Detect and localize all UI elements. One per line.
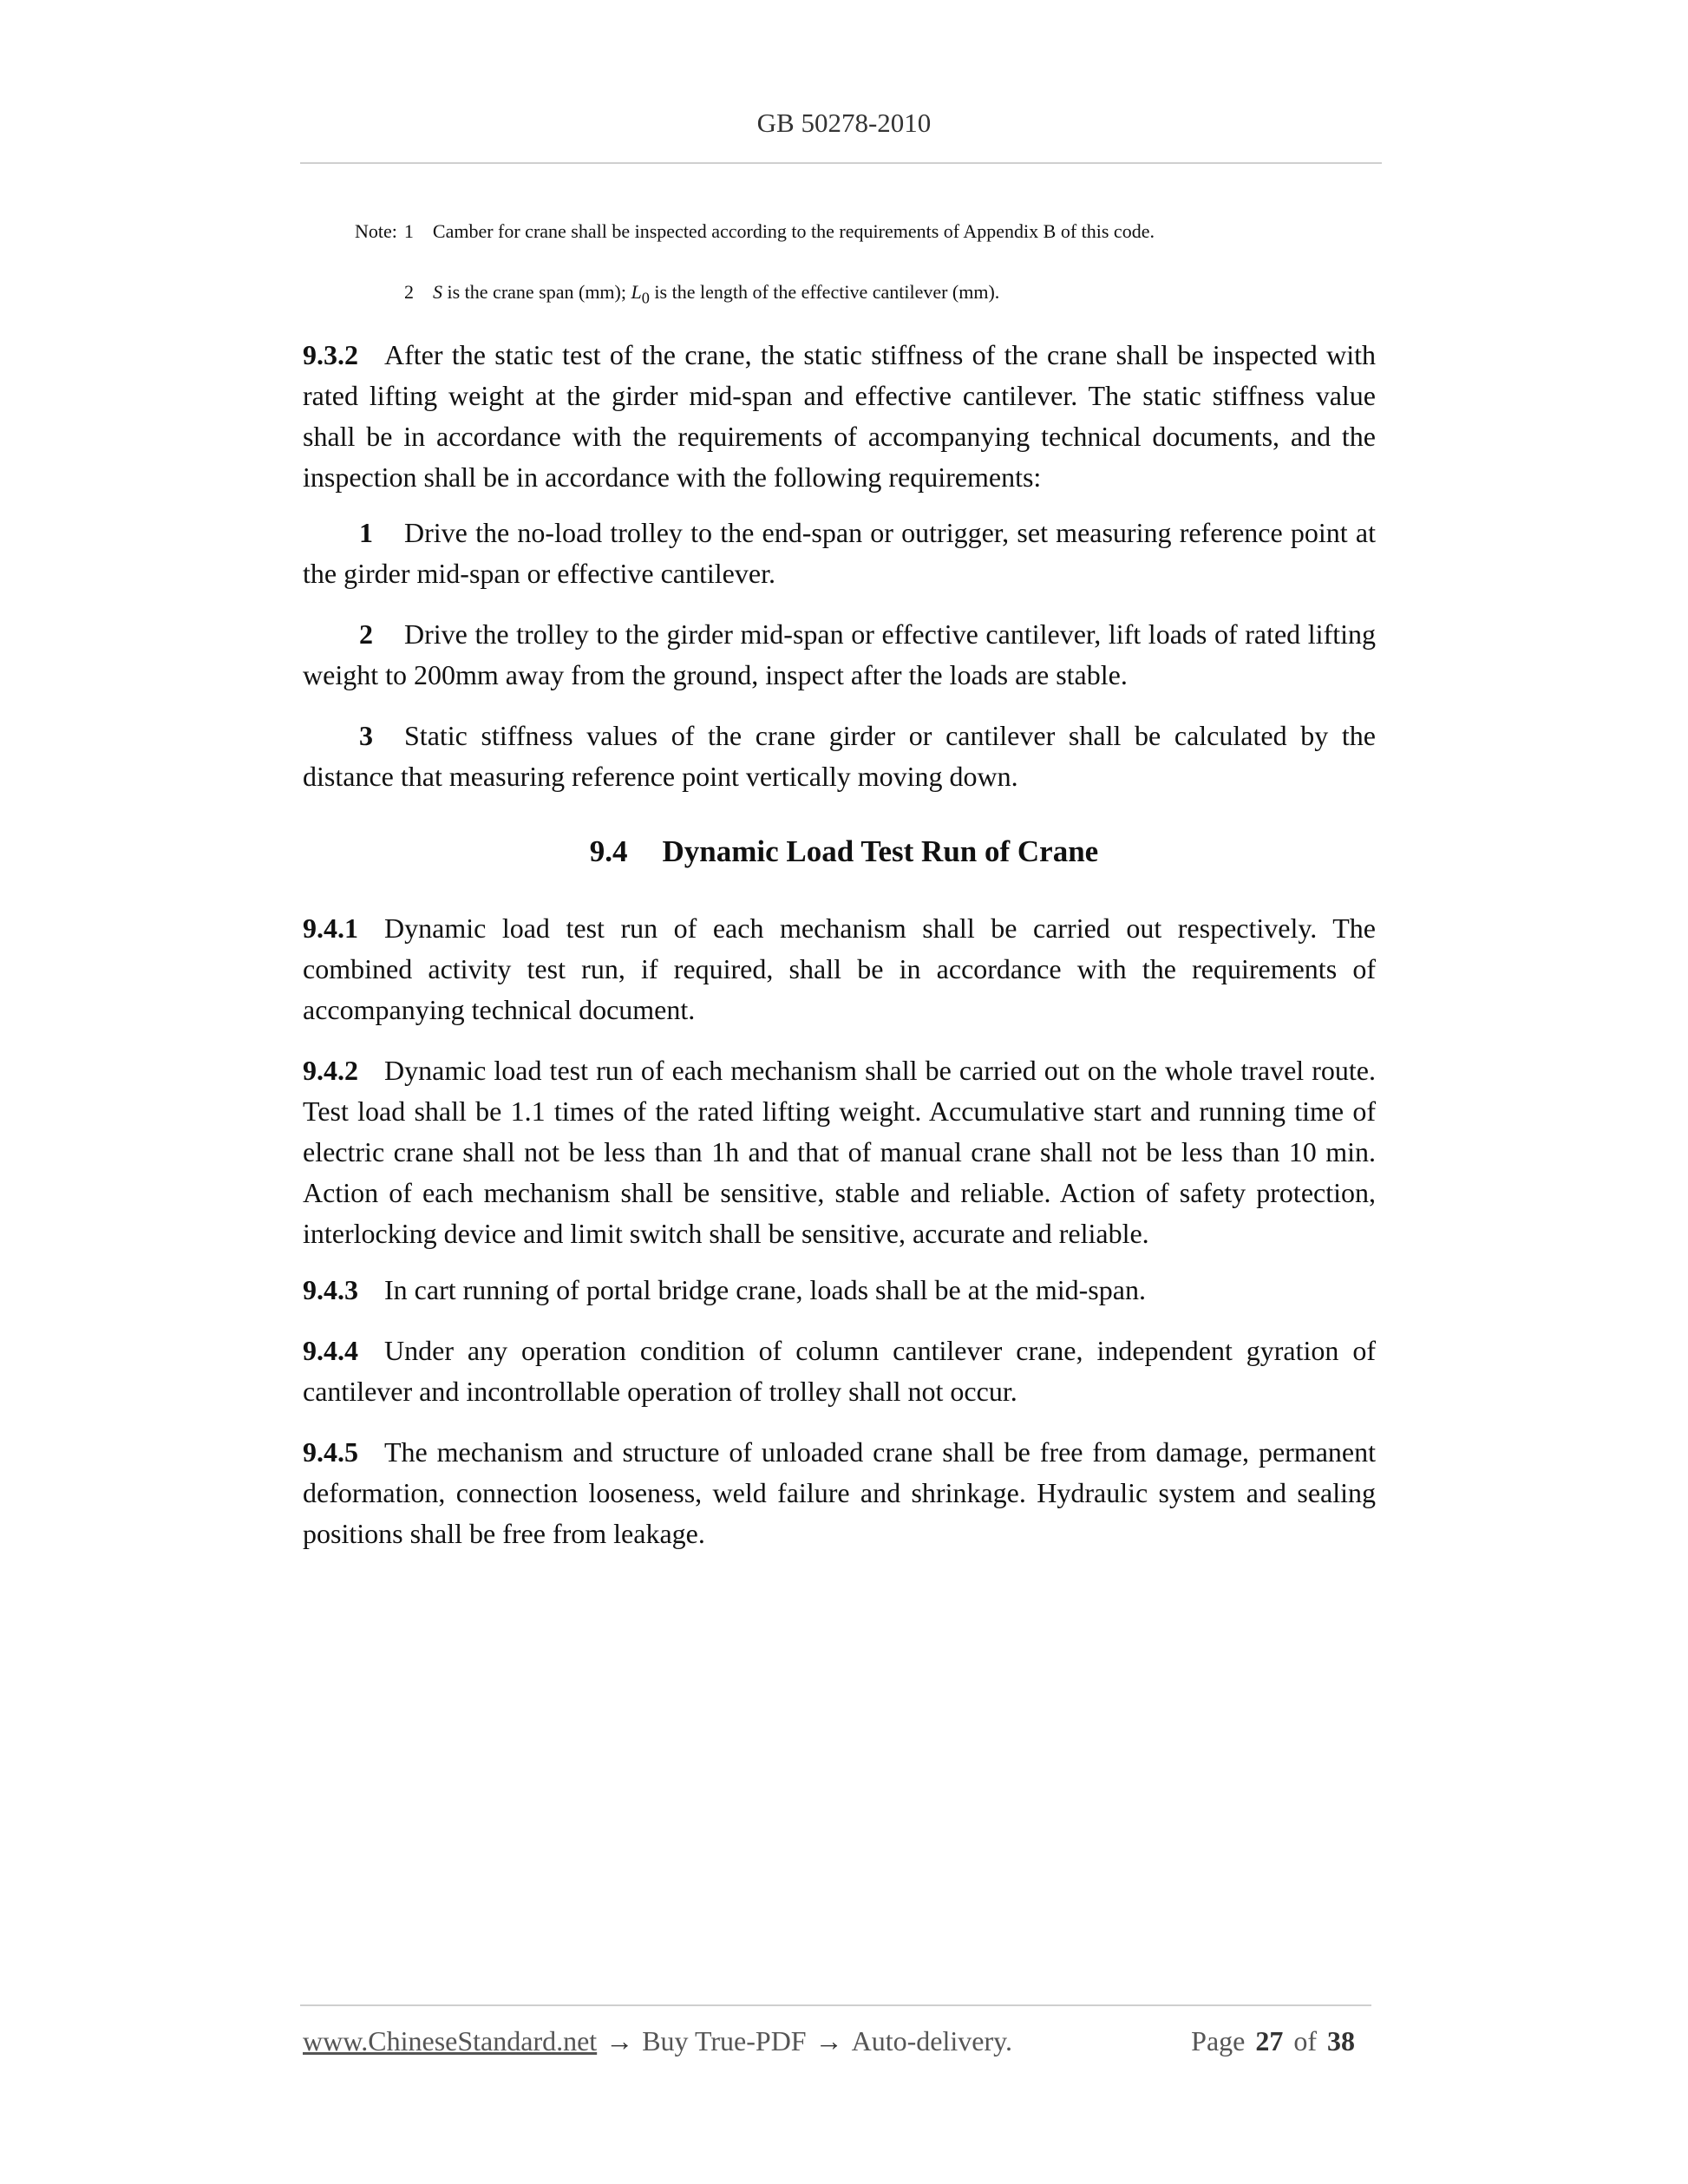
site-link[interactable]: www.ChineseStandard.net bbox=[303, 2025, 598, 2056]
clause-number: 9.4.3 bbox=[303, 1274, 358, 1305]
clause-text: After the static test of the crane, the static stiffness of the crane shall be inspected with rated lifting weight at the girder mid-span and effective cantilever. The static stiffness value shall be in accordance with the requirements of accompanying technical documents, and the inspection shall be in accordance with the following requirements: bbox=[303, 339, 1376, 493]
item-number: 1 bbox=[359, 517, 373, 548]
item-text: Drive the trolley to the girder mid-span or effective cantilever, lift loads of rated lifting weight to 200mm away from the ground, inspect after the loads are stable. bbox=[303, 618, 1376, 690]
clause-text: Under any operation condition of column cantilever crane, independent gyration of cantilever and incontrollable operation of trolley shall not occur. bbox=[303, 1335, 1376, 1407]
page-of: of bbox=[1293, 2025, 1317, 2056]
clause-9-4-3 bbox=[303, 1270, 1376, 1311]
list-item bbox=[303, 614, 1376, 696]
note-text-part: is the length of the effective cantilever (mm). bbox=[649, 281, 1000, 303]
clause-number: 9.4.5 bbox=[303, 1436, 358, 1468]
section-title: Dynamic Load Test Run of Crane bbox=[662, 834, 1099, 868]
item-text: Static stiffness values of the crane girder or cantilever shall be calculated by the distance that measuring reference point vertically moving down. bbox=[303, 720, 1376, 792]
page-label: Page bbox=[1191, 2025, 1246, 2056]
footer-links bbox=[303, 2025, 1012, 2057]
page-header: GB 50278-2010 bbox=[756, 108, 932, 138]
item-number: 2 bbox=[359, 618, 373, 650]
clause-9-4-4 bbox=[303, 1331, 1376, 1412]
clause-text: The mechanism and structure of unloaded crane shall be free from damage, permanent deformation, connection looseness, weld failure and shrinkage. Hydraulic system and sealing positions shall be free from leakage. bbox=[303, 1436, 1376, 1549]
variable-l: L bbox=[631, 281, 642, 303]
note-text-part: is the crane span (mm); bbox=[442, 281, 631, 303]
note-1 bbox=[355, 219, 1155, 245]
clause-9-4-5 bbox=[303, 1432, 1376, 1554]
header-divider bbox=[300, 162, 1382, 164]
clause-9-3-2 bbox=[303, 335, 1376, 498]
clause-text: Dynamic load test run of each mechanism shall be carried out respectively. The combined activity test run, if required, shall be in accordance with the requirements of accompanying technical document. bbox=[303, 912, 1376, 1025]
note-number: 1 bbox=[403, 220, 414, 242]
clause-number: 9.4.2 bbox=[303, 1055, 358, 1086]
clause-text: Dynamic load test run of each mechanism shall be carried out on the whole travel route. Test load shall be 1.1 times of the rated lifting weight. Accumulative start and running time of electric crane shall not be less than 1h and that of manual crane shall not be less than 10 min. Action of each mechanism shall be sensitive, stable and reliable. Action of safety protection, interlocking device and limit switch shall be sensitive, accurate and reliable. bbox=[303, 1055, 1376, 1249]
arrow-right-icon: → bbox=[815, 2025, 843, 2056]
note-2 bbox=[404, 279, 999, 311]
arrow-right-icon: → bbox=[605, 2025, 634, 2056]
note-label: Note: bbox=[355, 220, 397, 242]
list-item bbox=[303, 716, 1376, 797]
section-number: 9.4 bbox=[589, 834, 628, 868]
clause-number: 9.3.2 bbox=[303, 339, 358, 370]
note-number: 2 bbox=[404, 281, 414, 303]
page-current: 27 bbox=[1255, 2025, 1284, 2056]
page-total: 38 bbox=[1327, 2025, 1355, 2056]
clause-number: 9.4.1 bbox=[303, 912, 358, 944]
list-item bbox=[303, 513, 1376, 594]
auto-delivery-text: Auto-delivery. bbox=[851, 2025, 1013, 2056]
clause-number: 9.4.4 bbox=[303, 1335, 358, 1366]
note-text: Camber for crane shall be inspected according to the requirements of Appendix B of this code. bbox=[432, 220, 1155, 242]
clause-9-4-2 bbox=[303, 1050, 1376, 1254]
footer-divider bbox=[300, 2004, 1371, 2006]
clause-text: In cart running of portal bridge crane, loads shall be at the mid-span. bbox=[384, 1274, 1146, 1305]
item-text: Drive the no-load trolley to the end-span or outrigger, set measuring reference point at the girder mid-span or effective cantilever. bbox=[303, 517, 1376, 589]
variable-s: S bbox=[433, 281, 442, 303]
page-number bbox=[1191, 2025, 1365, 2057]
item-number: 3 bbox=[359, 720, 373, 751]
section-heading bbox=[0, 834, 1688, 869]
buy-pdf-text: Buy True-PDF bbox=[642, 2025, 807, 2056]
subscript-zero: 0 bbox=[641, 289, 650, 307]
clause-9-4-1 bbox=[303, 908, 1376, 1030]
